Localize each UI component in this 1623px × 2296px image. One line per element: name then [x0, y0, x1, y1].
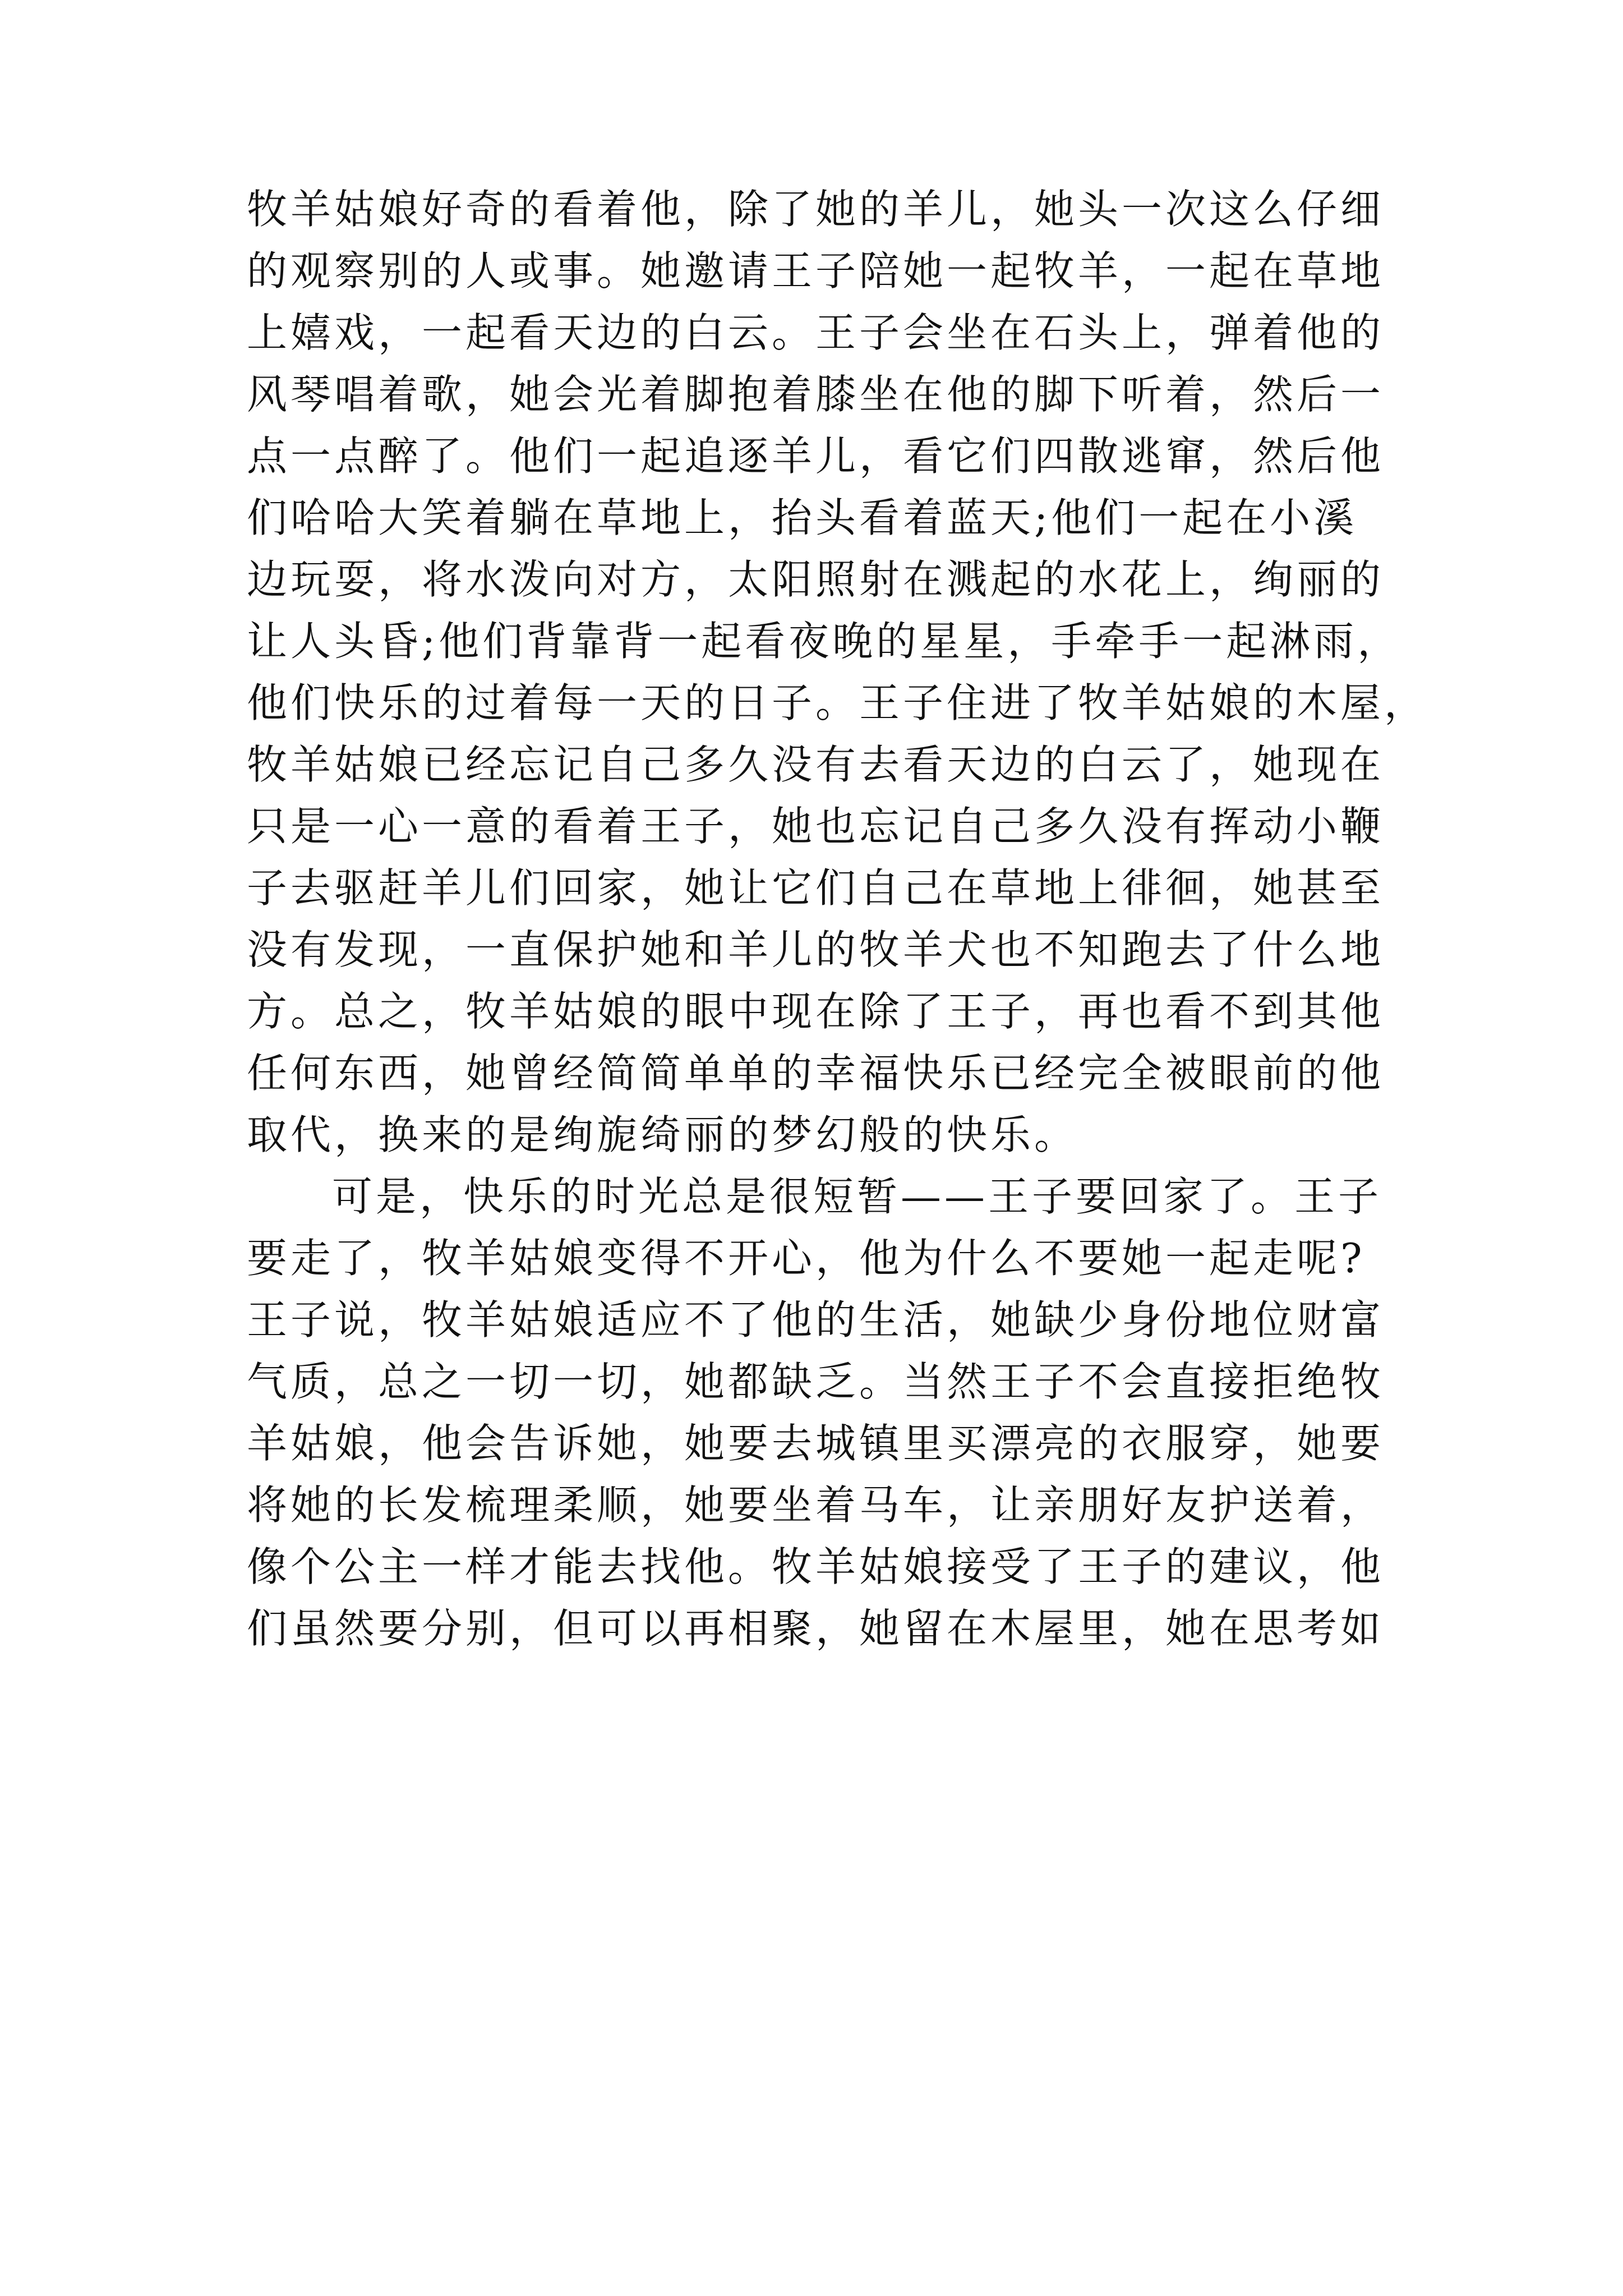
text-line: 上嬉戏，一起看天边的白云。王子会坐在石头上，弹着他的	[247, 309, 1385, 356]
text-line: 们哈哈大笑着躺在草地上，抬头看着蓝天;他们一起在小溪	[247, 494, 1358, 541]
text-line: 要走了，牧羊姑娘变得不开心，他为什么不要她一起走呢?	[247, 1235, 1366, 1282]
text-line: 让人头昏;他们背靠背一起看夜晚的星星，手牵手一起淋雨，	[247, 618, 1401, 665]
text-line: 牧羊姑娘好奇的看着他，除了她的羊儿，她头一次这么仔细	[247, 186, 1385, 233]
text-line: 羊姑娘，他会告诉她，她要去城镇里买漂亮的衣服穿，她要	[247, 1420, 1385, 1467]
text-line: 牧羊姑娘已经忘记自己多久没有去看天边的白云了，她现在	[247, 741, 1385, 788]
text-line: 气质，总之一切一切，她都缺乏。当然王子不会直接拒绝牧	[247, 1358, 1385, 1405]
body-text	[247, 178, 1428, 1659]
text-line: 点一点醉了。他们一起追逐羊儿，看它们四散逃窜，然后他	[247, 432, 1385, 480]
text-line: 他们快乐的过着每一天的日子。王子住进了牧羊姑娘的木屋，	[247, 679, 1428, 726]
text-line: 方。总之，牧羊姑娘的眼中现在除了王子，再也看不到其他	[247, 988, 1385, 1035]
text-line: 边玩耍，将水泼向对方，太阳照射在溅起的水花上，绚丽的	[247, 556, 1385, 603]
text-line: 没有发现，一直保护她和羊儿的牧羊犬也不知跑去了什么地	[247, 926, 1385, 973]
text-line: 任何东西，她曾经简简单单的幸福快乐已经完全被眼前的他	[247, 1050, 1385, 1097]
text-line: 们虽然要分别，但可以再相聚，她留在木屋里，她在思考如	[247, 1605, 1385, 1652]
text-line: 风琴唱着歌，她会光着脚抱着膝坐在他的脚下听着，然后一	[247, 371, 1385, 418]
text-line: 取代，换来的是绚旎绮丽的梦幻般的快乐。	[247, 1111, 1078, 1158]
text-line: 子去驱赶羊儿们回家，她让它们自己在草地上徘徊，她甚至	[247, 864, 1385, 912]
text-line: 将她的长发梳理柔顺，她要坐着马车，让亲朋好友护送着，	[247, 1481, 1385, 1529]
text-line: 只是一心一意的看着王子，她也忘记自己多久没有挥动小鞭	[247, 803, 1385, 850]
text-line: 王子说，牧羊姑娘适应不了他的生活，她缺少身份地位财富	[247, 1296, 1385, 1343]
text-line: 的观察别的人或事。她邀请王子陪她一起牧羊，一起在草地	[247, 247, 1385, 295]
text-line: 像个公主一样才能去找他。牧羊姑娘接受了王子的建议，他	[247, 1543, 1385, 1590]
paragraph-start-line: 可是，快乐的时光总是很短暂——王子要回家了。王子	[332, 1173, 1382, 1220]
